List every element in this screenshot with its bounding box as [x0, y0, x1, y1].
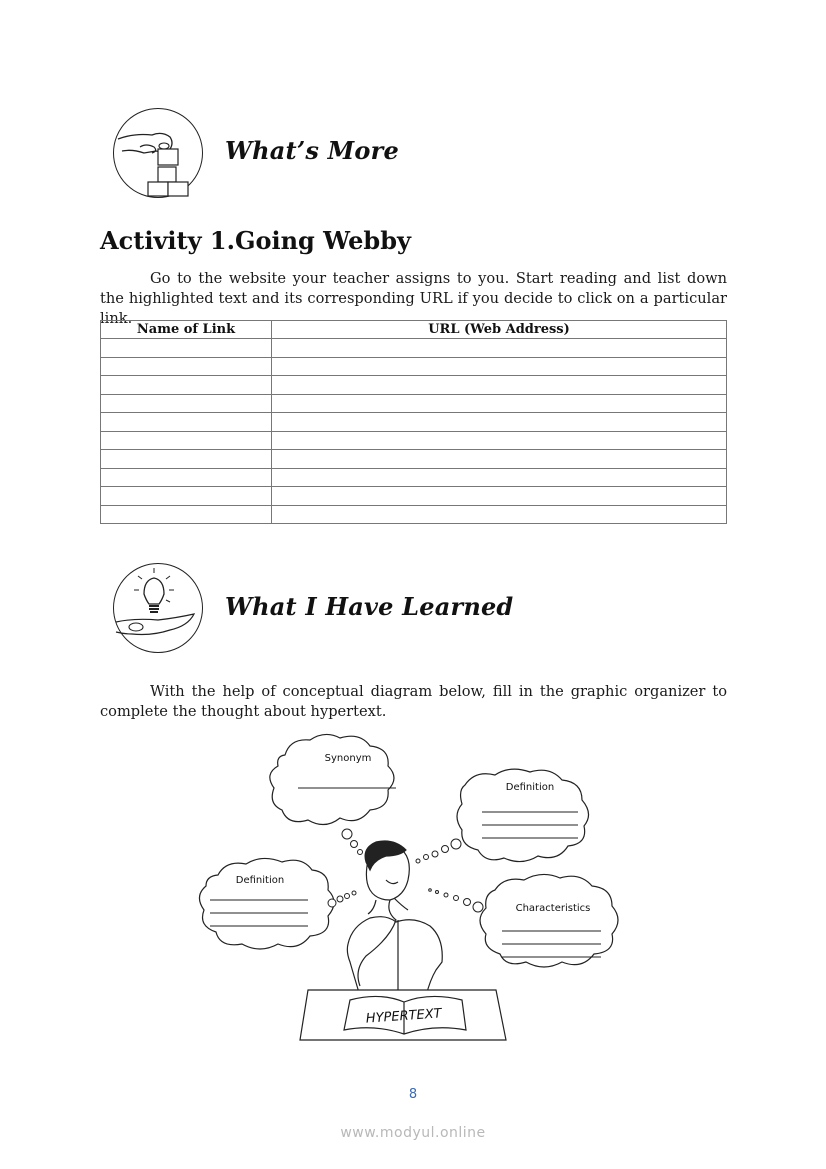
link-name-cell[interactable]: [101, 505, 272, 524]
link-name-cell[interactable]: [101, 487, 272, 506]
table-row: [101, 431, 727, 450]
url-cell[interactable]: [272, 339, 727, 358]
url-cell[interactable]: [272, 394, 727, 413]
section-title-what-i-have-learned: What I Have Learned: [225, 592, 514, 621]
activity-instructions-text: Go to the website your teacher assigns to you. Start reading and list down the highlighted text and its corresponding URL if you decide to click on a particular link.: [100, 270, 727, 327]
url-cell[interactable]: [272, 487, 727, 506]
table-row: [101, 450, 727, 469]
link-name-cell[interactable]: [101, 468, 272, 487]
table-row: [101, 468, 727, 487]
cloud-label-definition-left: Definition: [235, 875, 285, 886]
thought-clouds-illustration: [190, 730, 630, 1050]
link-name-cell[interactable]: [101, 450, 272, 469]
column-header-name-of-link: Name of Link: [101, 321, 272, 339]
table-row: [101, 413, 727, 432]
watermark: www.modyul.online: [340, 1125, 486, 1141]
link-name-cell[interactable]: [101, 357, 272, 376]
table-row: [101, 376, 727, 395]
cloud-label-characteristics: Characteristics: [515, 903, 591, 914]
url-cell[interactable]: [272, 357, 727, 376]
table-row: [101, 339, 727, 358]
url-cell[interactable]: [272, 376, 727, 395]
url-cell[interactable]: [272, 413, 727, 432]
link-name-cell[interactable]: [101, 394, 272, 413]
cloud-label-synonym: Synonym: [324, 753, 372, 764]
hand-stacking-blocks-icon: [113, 108, 203, 198]
url-cell[interactable]: [272, 450, 727, 469]
page-number: 8: [408, 1087, 418, 1102]
link-name-cell[interactable]: [101, 376, 272, 395]
link-name-cell[interactable]: [101, 339, 272, 358]
url-cell[interactable]: [272, 431, 727, 450]
hand-holding-lightbulb-icon: [113, 563, 203, 653]
table-row: [101, 505, 727, 524]
activity-title: Activity 1.Going Webby: [100, 226, 411, 255]
section-title-whats-more: What’s More: [225, 136, 399, 165]
url-cell[interactable]: [272, 505, 727, 524]
learned-instructions-text: With the help of conceptual diagram below, fill in the graphic organizer to complete the thought about hypertext.: [100, 683, 727, 720]
url-cell[interactable]: [272, 468, 727, 487]
cloud-label-definition-right: Definition: [505, 782, 555, 793]
column-header-url: URL (Web Address): [272, 321, 727, 339]
table-header-row: [101, 321, 727, 339]
learned-instructions: [100, 682, 727, 722]
link-table: [100, 320, 727, 524]
table-row: [101, 394, 727, 413]
hypertext-book-label: HYPERTEXT: [365, 1006, 443, 1027]
graphic-organizer-diagram: [190, 730, 630, 1050]
link-name-cell[interactable]: [101, 413, 272, 432]
link-name-cell[interactable]: [101, 431, 272, 450]
table-row: [101, 487, 727, 506]
table-row: [101, 357, 727, 376]
